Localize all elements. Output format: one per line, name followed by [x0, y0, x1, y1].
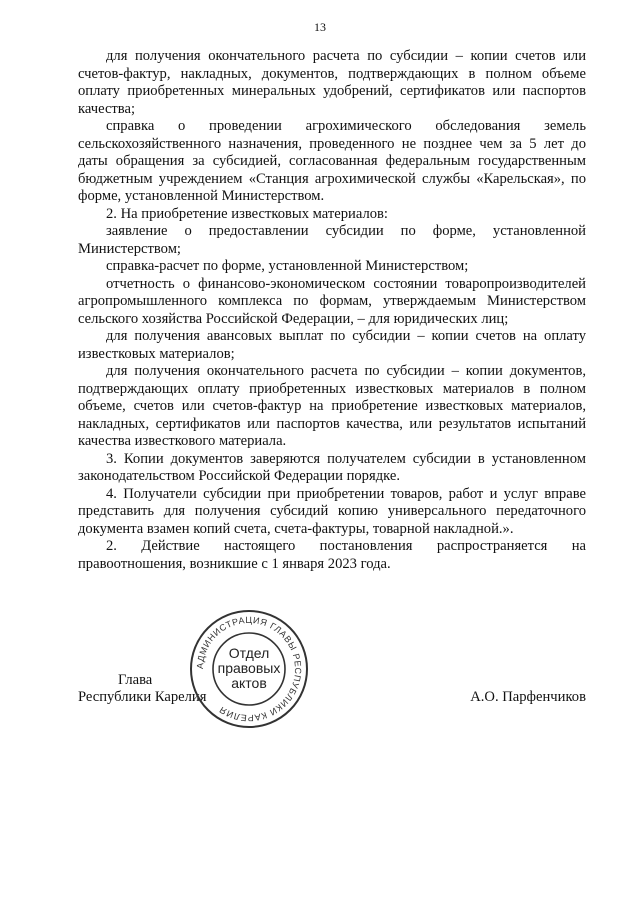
document-body — [78, 48, 586, 573]
paragraph: для получения окончательного расчета по субсидии – копии документов, подтверждающих оплату приобретенных известковых материалов в полном объеме, счетов или счетов-фактур на приобретение известковых материалов, накладных, сертификатов или паспортов качества, или результатов испытаний качества известкового материала. — [78, 363, 586, 449]
paragraph: 2. Действие настоящего постановления распространяется на правоотношения, возникшие с 1 января 2023 года. — [78, 538, 586, 572]
paragraph: для получения окончательного расчета по субсидии – копии счетов или счетов-фактур, накладных, документов, подтверждающих в полном объеме оплату приобретенных минеральных удобрений, сертификатов или паспортов качества; — [78, 48, 586, 117]
signatory-title-line1: Глава — [118, 672, 153, 688]
stamp-seal — [188, 608, 310, 730]
paragraph: заявление о предоставлении субсидии по форме, установленной Министерством; — [78, 223, 586, 257]
stamp-line: актов — [231, 675, 267, 691]
stamp-line: правовых — [217, 660, 281, 676]
paragraph: 3. Копии документов заверяются получателем субсидии в установленном законодательством Российской Федерации порядке. — [78, 450, 586, 484]
stamp-ring-text: АДМИНИСТРАЦИЯ ГЛАВЫ РЕСПУБЛИКИ КАРЕЛИЯ — [194, 614, 304, 724]
page-number: 13 — [314, 20, 326, 34]
stamp-line: Отдел — [228, 645, 270, 661]
paragraph: справка о проведении агрохимического обследования земель сельскохозяйственного назначения, проведенного не позднее чем за 5 лет до даты обращения за субсидией, согласованная федеральным государственным бюджетным учреждением «Станция агрохимической службы «Карельская», по форме, установленной Министерством. — [78, 118, 586, 204]
signatory-title-line2: Республики Карелия — [78, 689, 207, 705]
stamp-center-text — [188, 646, 310, 691]
paragraph: 4. Получатели субсидии при приобретении товаров, работ и услуг вправе представить для получения субсидий копию универсального передаточного документа взамен копий счета, счета-фактуры, товарной накладной.». — [78, 485, 586, 537]
paragraph: для получения авансовых выплат по субсидии – копии счетов на оплату известковых материалов; — [78, 328, 586, 362]
paragraph: 2. На приобретение известковых материалов: — [106, 205, 388, 222]
paragraph: отчетность о финансово-экономическом состоянии товаропроизводителей агропромышленного комплекса по формам, утверждаемым Министерством сельского хозяйства Российской Федерации, – для юридических лиц; — [78, 275, 586, 327]
paragraph: справка-расчет по форме, установленной Министерством; — [106, 258, 469, 274]
signature-block — [78, 672, 586, 712]
signatory-name: А.О. Парфенчиков — [470, 689, 586, 705]
